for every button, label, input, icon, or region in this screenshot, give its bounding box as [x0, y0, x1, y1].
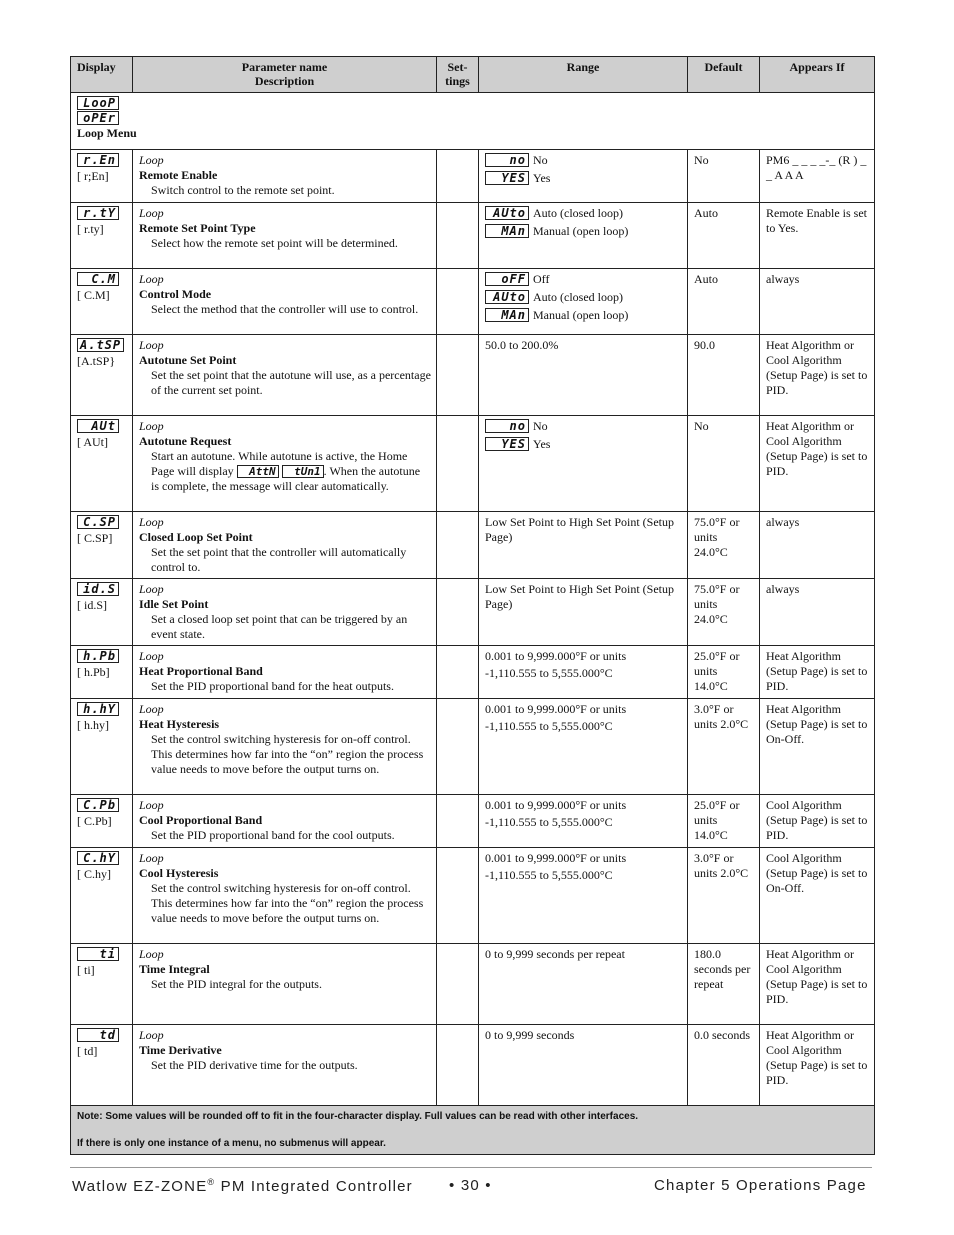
appears-if-cell: always — [760, 579, 875, 646]
display-code: AttN — [237, 465, 279, 478]
parameter-cell — [133, 416, 437, 512]
display-code: AUto — [485, 290, 529, 304]
display-code: id.S — [77, 582, 119, 596]
header-appears-if: Appears If — [760, 57, 875, 93]
parameter-group: Loop — [139, 153, 164, 167]
display-code: AUto — [485, 206, 529, 220]
parameter-description: Set the set point that the autotune will use, as a percentage of the current set point. — [151, 368, 431, 397]
settings-cell — [437, 203, 479, 269]
range-cell — [479, 699, 688, 795]
parameter-cell — [133, 1025, 437, 1106]
parameter-description: Switch control to the remote set point. — [151, 183, 335, 197]
display-code: A.tSP — [77, 338, 124, 352]
display-alias: [ id.S] — [77, 598, 107, 612]
parameter-description: Set the PID proportional band for the heat outputs. — [151, 679, 394, 693]
range-option: no No — [485, 153, 682, 168]
parameter-name: Heat Hysteresis — [139, 717, 220, 731]
display-code: C.M — [77, 272, 119, 286]
parameter-group: Loop — [139, 582, 164, 596]
range-option: no No — [485, 419, 682, 434]
parameter-name: Autotune Set Point — [139, 353, 237, 367]
display-code: r.tY — [77, 206, 119, 220]
settings-cell — [437, 1025, 479, 1106]
default-cell: No — [688, 416, 760, 512]
default-cell: 0.0 seconds — [688, 1025, 760, 1106]
display-alias: [ C.hy] — [77, 867, 111, 881]
header-range: Range — [479, 57, 688, 93]
range-text: 50.0 to 200.0% — [485, 338, 559, 352]
table-row — [71, 848, 875, 944]
display-cell — [71, 944, 133, 1025]
footer-divider — [70, 1167, 872, 1168]
parameter-group: Loop — [139, 1028, 164, 1042]
menu-code-oper: oPEr — [77, 111, 119, 125]
table-row — [71, 646, 875, 699]
parameter-description: Start an autotune. While autotune is active, the Home Page will display AttN tUn1 . When the autotune is complete, the message will clear automatically. — [151, 449, 421, 493]
parameter-description: Set the PID integral for the outputs. — [151, 977, 322, 991]
range-cell — [479, 646, 688, 699]
appears-if-cell: Heat Algorithm or Cool Algorithm (Setup Page) is set to PID. — [760, 1025, 875, 1106]
range-text: 0 to 9,999 seconds per repeat — [485, 947, 625, 961]
settings-cell — [437, 512, 479, 579]
settings-cell — [437, 944, 479, 1025]
parameter-cell — [133, 699, 437, 795]
parameter-cell — [133, 335, 437, 416]
default-cell: 3.0°F or units 2.0°C — [688, 848, 760, 944]
appears-if-cell: PM6 _ _ _ _-_ (R ) _ _ A A A — [760, 150, 875, 203]
range-option: AUto Auto (closed loop) — [485, 206, 682, 221]
footer-page-number: • 30 • — [449, 1177, 492, 1194]
parameter-cell — [133, 848, 437, 944]
range-cell — [479, 416, 688, 512]
parameter-name: Cool Hysteresis — [139, 866, 219, 880]
parameter-name: Autotune Request — [139, 434, 232, 448]
appears-if-cell: Heat Algorithm or Cool Algorithm (Setup Page) is set to PID. — [760, 335, 875, 416]
display-cell — [71, 203, 133, 269]
range-cell — [479, 579, 688, 646]
default-cell: Auto — [688, 269, 760, 335]
note-line-2: If there is only one instance of a menu, no submenus will appear. — [77, 1138, 386, 1149]
table-row — [71, 203, 875, 269]
menu-title-row — [71, 93, 875, 150]
settings-cell — [437, 579, 479, 646]
footer-title: Watlow EZ-ZONE® PM Integrated Controller — [72, 1177, 413, 1195]
display-alias: [A.tSP} — [77, 354, 116, 368]
display-alias: [ C.Pb] — [77, 814, 112, 828]
range-cell — [479, 335, 688, 416]
parameter-name: Time Integral — [139, 962, 210, 976]
display-cell — [71, 579, 133, 646]
range-option: MAn Manual (open loop) — [485, 308, 682, 323]
display-code: no — [485, 153, 529, 167]
table-row — [71, 795, 875, 848]
parameter-description: Set the control switching hysteresis for on-off control. This determines how far into the “on” region the process value needs to move before the output turns on. — [151, 732, 424, 776]
range-cell — [479, 150, 688, 203]
range-cell — [479, 848, 688, 944]
range-text-2: -1,110.555 to 5,555.000°C — [485, 719, 613, 733]
parameter-group: Loop — [139, 947, 164, 961]
table-row — [71, 269, 875, 335]
appears-if-cell: Cool Algorithm (Setup Page) is set to PID. — [760, 795, 875, 848]
table-row — [71, 579, 875, 646]
range-option: AUto Auto (closed loop) — [485, 290, 682, 305]
parameter-description: Select how the remote set point will be determined. — [151, 236, 398, 250]
range-option: MAn Manual (open loop) — [485, 224, 682, 239]
menu-code-loop: LooP — [77, 96, 119, 110]
display-cell — [71, 646, 133, 699]
header-settings: Set- tings — [437, 57, 479, 93]
table-header-row — [71, 57, 875, 93]
display-alias: [ AUt] — [77, 435, 108, 449]
display-alias: [ r;En] — [77, 169, 109, 183]
parameter-group: Loop — [139, 702, 164, 716]
display-code: h.hY — [77, 702, 119, 716]
range-cell — [479, 1025, 688, 1106]
parameter-cell — [133, 203, 437, 269]
parameter-description: Set the control switching hysteresis for on-off control. This determines how far into the “on” region the process value needs to move before the output turns on. — [151, 881, 424, 925]
appears-if-cell: Heat Algorithm or Cool Algorithm (Setup Page) is set to PID. — [760, 416, 875, 512]
parameter-group: Loop — [139, 851, 164, 865]
default-cell: 3.0°F or units 2.0°C — [688, 699, 760, 795]
range-text-2: -1,110.555 to 5,555.000°C — [485, 666, 613, 680]
parameter-group: Loop — [139, 515, 164, 529]
parameter-description: Set a closed loop set point that can be triggered by an event state. — [151, 612, 408, 641]
display-cell — [71, 269, 133, 335]
table-row — [71, 335, 875, 416]
display-cell — [71, 848, 133, 944]
header-display: Display — [71, 57, 133, 93]
default-cell: 180.0 seconds per repeat — [688, 944, 760, 1025]
range-text: Low Set Point to High Set Point (Setup Page) — [485, 582, 675, 611]
display-cell — [71, 150, 133, 203]
display-code: r.En — [77, 153, 119, 167]
range-text: 0.001 to 9,999.000°F or units — [485, 649, 627, 663]
default-cell: 75.0°F or units 24.0°C — [688, 512, 760, 579]
parameter-description: Set the PID derivative time for the outputs. — [151, 1058, 358, 1072]
display-alias: [ C.SP] — [77, 531, 113, 545]
range-cell — [479, 203, 688, 269]
parameter-group: Loop — [139, 272, 164, 286]
display-code: YES — [485, 171, 529, 185]
table-row — [71, 1025, 875, 1106]
appears-if-cell: Heat Algorithm or Cool Algorithm (Setup Page) is set to PID. — [760, 944, 875, 1025]
default-cell: Auto — [688, 203, 760, 269]
menu-title: Loop Menu — [77, 126, 137, 140]
table-row — [71, 944, 875, 1025]
parameter-cell — [133, 512, 437, 579]
display-code: AUt — [77, 419, 119, 433]
parameter-name: Cool Proportional Band — [139, 813, 263, 827]
header-parameter: Parameter name Description — [133, 57, 437, 93]
parameter-cell — [133, 269, 437, 335]
settings-cell — [437, 795, 479, 848]
parameter-cell — [133, 646, 437, 699]
default-cell: 90.0 — [688, 335, 760, 416]
settings-cell — [437, 848, 479, 944]
range-text: 0 to 9,999 seconds — [485, 1028, 575, 1042]
range-text: Low Set Point to High Set Point (Setup Page) — [485, 515, 675, 544]
display-alias: [ r.ty] — [77, 222, 104, 236]
range-cell — [479, 944, 688, 1025]
parameter-cell — [133, 579, 437, 646]
parameter-group: Loop — [139, 798, 164, 812]
display-cell — [71, 699, 133, 795]
parameter-cell — [133, 150, 437, 203]
range-text: 0.001 to 9,999.000°F or units — [485, 851, 627, 865]
appears-if-cell: Remote Enable is set to Yes. — [760, 203, 875, 269]
display-alias: [ td] — [77, 1044, 98, 1058]
settings-cell — [437, 646, 479, 699]
display-cell — [71, 1025, 133, 1106]
footer-chapter: Chapter 5 Operations Page — [654, 1177, 867, 1194]
table-row — [71, 699, 875, 795]
range-text: 0.001 to 9,999.000°F or units — [485, 798, 627, 812]
default-cell: 75.0°F or units 24.0°C — [688, 579, 760, 646]
default-cell: 25.0°F or units 14.0°C — [688, 795, 760, 848]
range-cell — [479, 269, 688, 335]
display-alias: [ h.Pb] — [77, 665, 110, 679]
range-option: oFF Off — [485, 272, 682, 287]
display-cell — [71, 512, 133, 579]
settings-cell — [437, 150, 479, 203]
display-cell — [71, 416, 133, 512]
range-text-2: -1,110.555 to 5,555.000°C — [485, 868, 613, 882]
parameter-name: Idle Set Point — [139, 597, 209, 611]
display-code: no — [485, 419, 529, 433]
range-cell — [479, 512, 688, 579]
display-cell — [71, 795, 133, 848]
range-option: YES Yes — [485, 171, 682, 186]
display-code: oFF — [485, 272, 529, 286]
parameter-group: Loop — [139, 419, 164, 433]
display-cell — [71, 335, 133, 416]
parameter-group: Loop — [139, 338, 164, 352]
table-row — [71, 512, 875, 579]
range-cell — [479, 795, 688, 848]
parameter-name: Remote Set Point Type — [139, 221, 256, 235]
display-code: YES — [485, 437, 529, 451]
display-code: MAn — [485, 224, 529, 238]
range-text-2: -1,110.555 to 5,555.000°C — [485, 815, 613, 829]
display-code: td — [77, 1028, 119, 1042]
appears-if-cell: Cool Algorithm (Setup Page) is set to On-Off. — [760, 848, 875, 944]
parameter-name: Remote Enable — [139, 168, 218, 182]
settings-cell — [437, 699, 479, 795]
settings-cell — [437, 416, 479, 512]
appears-if-cell: always — [760, 512, 875, 579]
parameter-description: Select the method that the controller will use to control. — [151, 302, 419, 316]
settings-cell — [437, 335, 479, 416]
display-code: C.Pb — [77, 798, 119, 812]
appears-if-cell: Heat Algorithm (Setup Page) is set to PID. — [760, 646, 875, 699]
parameter-group: Loop — [139, 649, 164, 663]
display-alias: [ C.M] — [77, 288, 110, 302]
settings-cell — [437, 269, 479, 335]
table-row — [71, 416, 875, 512]
table-row — [71, 150, 875, 203]
display-code: tUn1 — [282, 465, 324, 478]
display-alias: [ h.hy] — [77, 718, 109, 732]
header-default: Default — [688, 57, 760, 93]
display-code: C.hY — [77, 851, 119, 865]
note-line-1: Note: Some values will be rounded off to fit in the four-character display. Full values can be read with other interfaces. — [77, 1111, 639, 1122]
parameter-group: Loop — [139, 206, 164, 220]
default-cell: 25.0°F or units 14.0°C — [688, 646, 760, 699]
parameter-name: Time Derivative — [139, 1043, 222, 1057]
note-row — [71, 1106, 875, 1155]
parameter-name: Heat Proportional Band — [139, 664, 263, 678]
appears-if-cell: always — [760, 269, 875, 335]
range-text: 0.001 to 9,999.000°F or units — [485, 702, 627, 716]
display-alias: [ ti] — [77, 963, 95, 977]
display-code: ti — [77, 947, 119, 961]
parameter-name: Control Mode — [139, 287, 212, 301]
parameter-cell — [133, 795, 437, 848]
parameter-description: Set the set point that the controller will automatically control to. — [151, 545, 407, 574]
parameter-description: Set the PID proportional band for the cool outputs. — [151, 828, 395, 842]
appears-if-cell: Heat Algorithm (Setup Page) is set to On-Off. — [760, 699, 875, 795]
parameter-name: Closed Loop Set Point — [139, 530, 253, 544]
range-option: YES Yes — [485, 437, 682, 452]
display-code: MAn — [485, 308, 529, 322]
loop-menu-table — [70, 56, 875, 1155]
parameter-cell — [133, 944, 437, 1025]
display-code: h.Pb — [77, 649, 119, 663]
display-code: C.SP — [77, 515, 119, 529]
default-cell: No — [688, 150, 760, 203]
